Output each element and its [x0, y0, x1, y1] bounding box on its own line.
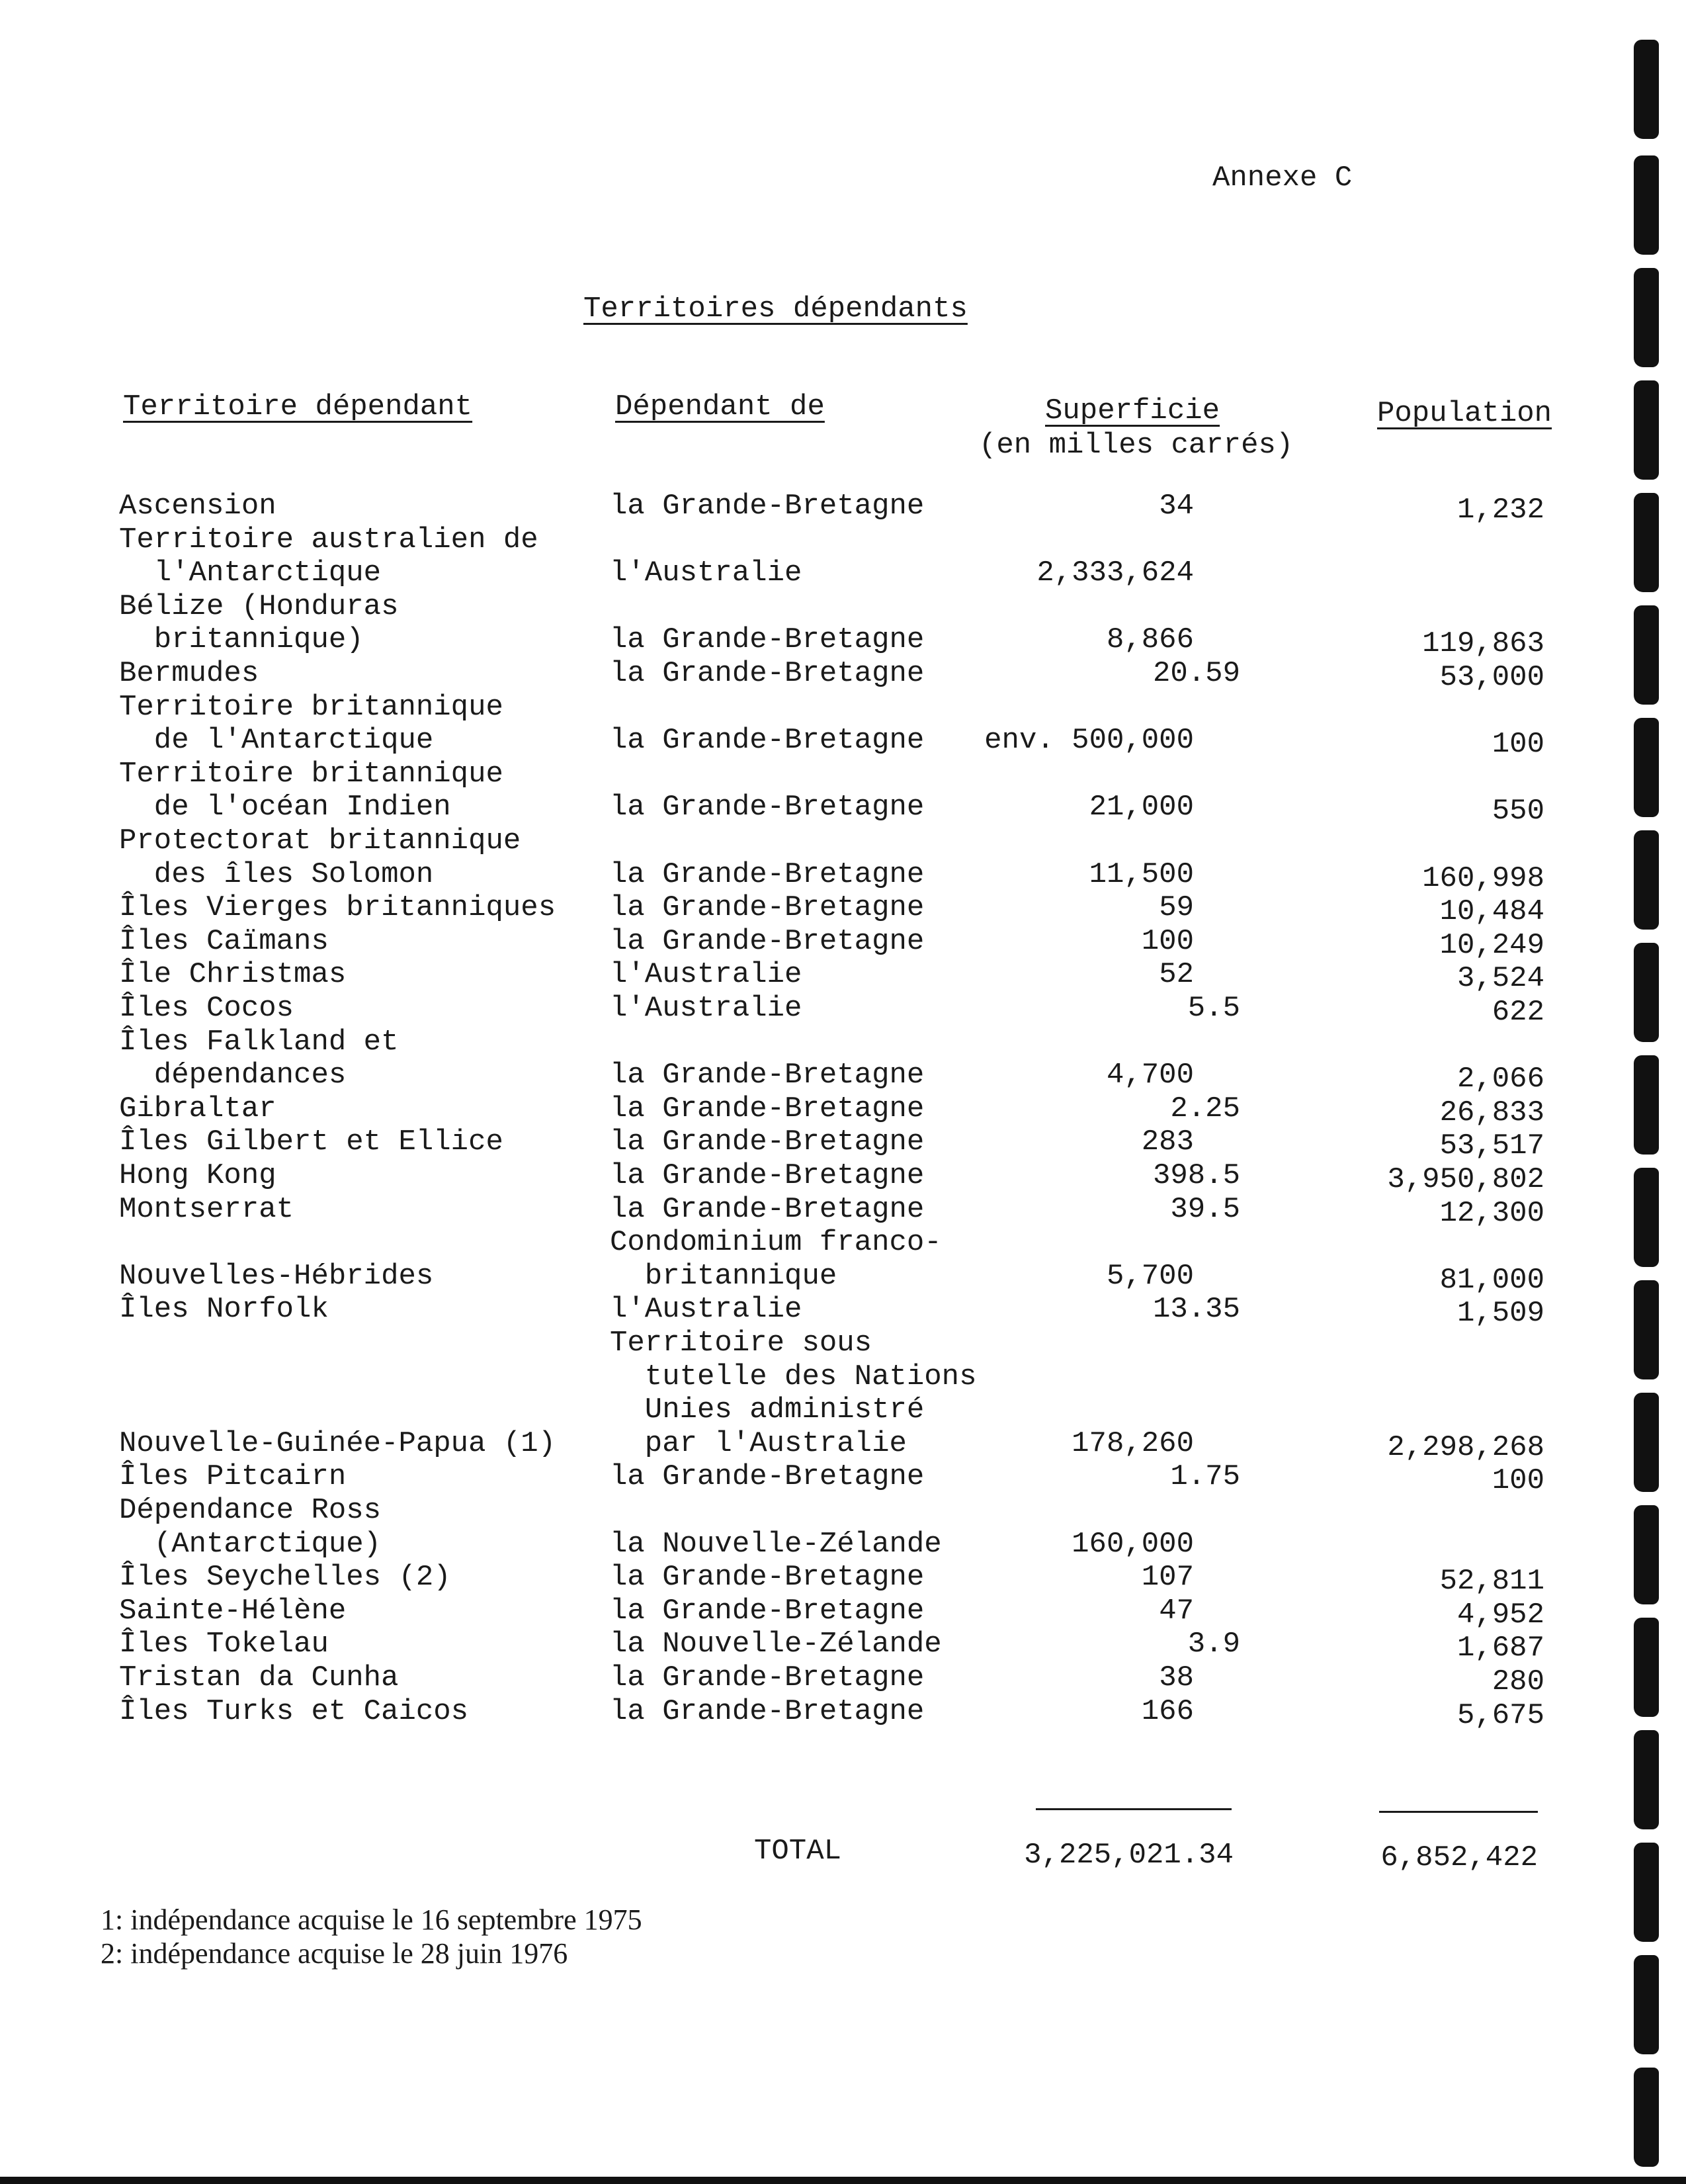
territory-name: Protectorat britannique — [119, 824, 521, 857]
population-value: 3,950,802 — [1387, 1163, 1544, 1196]
territory-name: Îles Cocos — [119, 992, 294, 1025]
dependent-on: la Grande-Bretagne — [610, 1159, 925, 1192]
total-population: 6,852,422 — [1380, 1841, 1538, 1874]
territory-name: Bermudes — [119, 657, 259, 690]
area-value: 20.59 — [1152, 657, 1240, 690]
population-value: 53,517 — [1439, 1129, 1544, 1162]
population-value: 5,675 — [1456, 1699, 1544, 1732]
area-value: 178,260 — [1072, 1427, 1194, 1460]
population-value: 119,863 — [1422, 627, 1544, 660]
binder-hole — [1634, 380, 1659, 480]
dependent-on: la Nouvelle-Zélande — [610, 1628, 942, 1661]
territory-name: Territoire australien de — [119, 523, 538, 556]
territory-name: Îles Falkland et — [119, 1026, 399, 1059]
binder-hole — [1634, 1055, 1659, 1155]
dependent-on: la Grande-Bretagne — [610, 490, 925, 523]
territory-name: dépendances — [119, 1059, 347, 1092]
territory-name: Hong Kong — [119, 1159, 276, 1192]
dependent-on: l'Australie — [610, 1293, 802, 1326]
population-value: 280 — [1492, 1665, 1544, 1698]
dependent-on: par l'Australie — [610, 1427, 907, 1460]
dependent-on: la Grande-Bretagne — [610, 891, 925, 924]
annex-label: Annexe C — [1212, 161, 1353, 195]
area-value: 398.5 — [1152, 1159, 1240, 1192]
dependent-on: la Grande-Bretagne — [610, 1661, 925, 1694]
population-value: 100 — [1492, 1464, 1544, 1497]
binder-hole — [1634, 943, 1659, 1042]
dependent-on: la Grande-Bretagne — [610, 1193, 925, 1226]
dependent-on: la Grande-Bretagne — [610, 623, 925, 656]
header-territory: Territoire dépendant — [123, 390, 473, 423]
total-population-rule — [1379, 1811, 1538, 1813]
binder-hole — [1634, 155, 1659, 255]
population-value: 1,232 — [1456, 494, 1544, 527]
territory-name: Nouvelle-Guinée-Papua (1) — [119, 1427, 556, 1460]
area-value: 59 — [1159, 891, 1194, 924]
binder-holes — [1634, 40, 1673, 2157]
territory-name: Îles Seychelles (2) — [119, 1561, 451, 1594]
dependent-on: l'Australie — [610, 556, 802, 590]
dependent-on: la Grande-Bretagne — [610, 1561, 925, 1594]
area-value: 2,333,624 — [1036, 556, 1194, 590]
dependent-on: tutelle des Nations — [610, 1360, 977, 1393]
total-label: TOTAL — [754, 1835, 842, 1868]
binder-hole — [1634, 1955, 1659, 2054]
dependent-on: la Grande-Bretagne — [610, 1059, 925, 1092]
territory-name: Ascension — [119, 490, 276, 523]
dependent-on: la Grande-Bretagne — [610, 1125, 925, 1158]
territory-name: Territoire britannique — [119, 758, 503, 791]
territory-name: Dépendance Ross — [119, 1494, 382, 1527]
dependent-on: la Grande-Bretagne — [610, 1460, 925, 1493]
footnote-2: 2: indépendance acquise le 28 juin 1976 — [101, 1937, 568, 1970]
population-value: 10,484 — [1439, 895, 1544, 928]
territory-name: Nouvelles-Hébrides — [119, 1260, 434, 1293]
dependent-on: la Grande-Bretagne — [610, 858, 925, 891]
territory-name: Île Christmas — [119, 958, 347, 991]
population-value: 12,300 — [1439, 1197, 1544, 1230]
binder-hole — [1634, 605, 1659, 705]
territory-name: Îles Vierges britanniques — [119, 891, 556, 924]
dependent-on: la Nouvelle-Zélande — [610, 1528, 942, 1561]
territory-name: des îles Solomon — [119, 858, 434, 891]
header-area: Superficie — [1045, 394, 1220, 427]
territory-name: Territoire britannique — [119, 691, 503, 724]
binder-hole — [1634, 1505, 1659, 1604]
population-value: 550 — [1492, 795, 1544, 828]
area-value: 5,700 — [1106, 1260, 1194, 1293]
population-value: 2,066 — [1456, 1063, 1544, 1096]
area-value: 38 — [1159, 1661, 1194, 1694]
population-value: 160,998 — [1422, 862, 1544, 895]
area-value: 47 — [1159, 1594, 1194, 1628]
footnote-1: 1: indépendance acquise le 16 septembre 1975 — [101, 1903, 642, 1936]
population-value: 4,952 — [1456, 1598, 1544, 1632]
dependent-on: la Grande-Bretagne — [610, 657, 925, 690]
population-value: 26,833 — [1439, 1096, 1544, 1129]
total-area-rule — [1036, 1808, 1232, 1810]
territory-name: Îles Turks et Caicos — [119, 1695, 469, 1728]
area-value: 100 — [1141, 925, 1194, 958]
area-value: 283 — [1141, 1125, 1194, 1158]
area-value: 8,866 — [1106, 623, 1194, 656]
binder-hole — [1634, 1280, 1659, 1379]
binder-hole — [1634, 268, 1659, 367]
binder-hole — [1634, 830, 1659, 930]
population-value: 1,687 — [1456, 1632, 1544, 1665]
area-value: 21,000 — [1089, 791, 1194, 824]
dependent-on: Condominium franco- — [610, 1226, 942, 1259]
population-value: 53,000 — [1439, 661, 1544, 694]
dependent-on: la Grande-Bretagne — [610, 791, 925, 824]
area-value: 3.9 — [1187, 1628, 1240, 1661]
territory-name: Montserrat — [119, 1193, 294, 1226]
territory-name: Sainte-Hélène — [119, 1594, 347, 1628]
population-value: 100 — [1492, 728, 1544, 761]
header-population: Population — [1377, 397, 1552, 430]
population-value: 52,811 — [1439, 1565, 1544, 1598]
territory-name: Îles Caïmans — [119, 925, 329, 958]
page-edge — [0, 2177, 1686, 2184]
dependent-on: la Grande-Bretagne — [610, 1092, 925, 1125]
territory-name: de l'Antarctique — [119, 724, 434, 757]
territory-name: britannique) — [119, 623, 364, 656]
area-value: 107 — [1141, 1561, 1194, 1594]
area-value: 5.5 — [1187, 992, 1240, 1025]
binder-hole — [1634, 1730, 1659, 1829]
dependent-on: Territoire sous — [610, 1327, 872, 1360]
binder-hole — [1634, 718, 1659, 817]
population-value: 622 — [1492, 996, 1544, 1029]
area-value: 166 — [1141, 1695, 1194, 1728]
binder-hole — [1634, 40, 1659, 139]
territory-name: Bélize (Honduras — [119, 590, 399, 623]
population-value: 10,249 — [1439, 929, 1544, 962]
area-value: 160,000 — [1072, 1528, 1194, 1561]
page-title: Territoires dépendants — [583, 292, 968, 326]
dependent-on: Unies administré — [610, 1393, 925, 1426]
binder-hole — [1634, 2068, 1659, 2167]
dependent-on: la Grande-Bretagne — [610, 1594, 925, 1628]
area-value: 11,500 — [1089, 858, 1194, 891]
total-area: 3,225,021.34 — [1024, 1839, 1234, 1872]
territory-name: Îles Pitcairn — [119, 1460, 347, 1493]
territory-name: de l'océan Indien — [119, 791, 451, 824]
area-value: env. 500,000 — [984, 724, 1194, 757]
territory-name: l'Antarctique — [119, 556, 382, 590]
dependent-on: l'Australie — [610, 958, 802, 991]
area-value: 1.75 — [1170, 1460, 1240, 1493]
dependent-on: la Grande-Bretagne — [610, 1695, 925, 1728]
population-value: 3,524 — [1456, 962, 1544, 995]
binder-hole — [1634, 493, 1659, 592]
dependent-on: la Grande-Bretagne — [610, 724, 925, 757]
dependent-on: la Grande-Bretagne — [610, 925, 925, 958]
area-value: 52 — [1159, 958, 1194, 991]
population-value: 2,298,268 — [1387, 1431, 1544, 1464]
territory-name: Îles Norfolk — [119, 1293, 329, 1326]
header-area-unit: (en milles carrés) — [979, 429, 1294, 462]
header-dependent-on: Dépendant de — [615, 390, 825, 423]
territory-name: Îles Tokelau — [119, 1628, 329, 1661]
binder-hole — [1634, 1843, 1659, 1942]
population-value: 81,000 — [1439, 1264, 1544, 1297]
binder-hole — [1634, 1168, 1659, 1267]
territory-name: Gibraltar — [119, 1092, 276, 1125]
area-value: 4,700 — [1106, 1059, 1194, 1092]
territory-name: (Antarctique) — [119, 1528, 382, 1561]
population-value: 1,509 — [1456, 1297, 1544, 1330]
territory-name: Îles Gilbert et Ellice — [119, 1125, 503, 1158]
dependent-on: britannique — [610, 1260, 837, 1293]
binder-hole — [1634, 1393, 1659, 1492]
dependent-on: l'Australie — [610, 992, 802, 1025]
area-value: 34 — [1159, 490, 1194, 523]
area-value: 39.5 — [1170, 1193, 1240, 1226]
binder-hole — [1634, 1618, 1659, 1717]
territory-name: Tristan da Cunha — [119, 1661, 399, 1694]
area-value: 2.25 — [1170, 1092, 1240, 1125]
area-value: 13.35 — [1152, 1293, 1240, 1326]
